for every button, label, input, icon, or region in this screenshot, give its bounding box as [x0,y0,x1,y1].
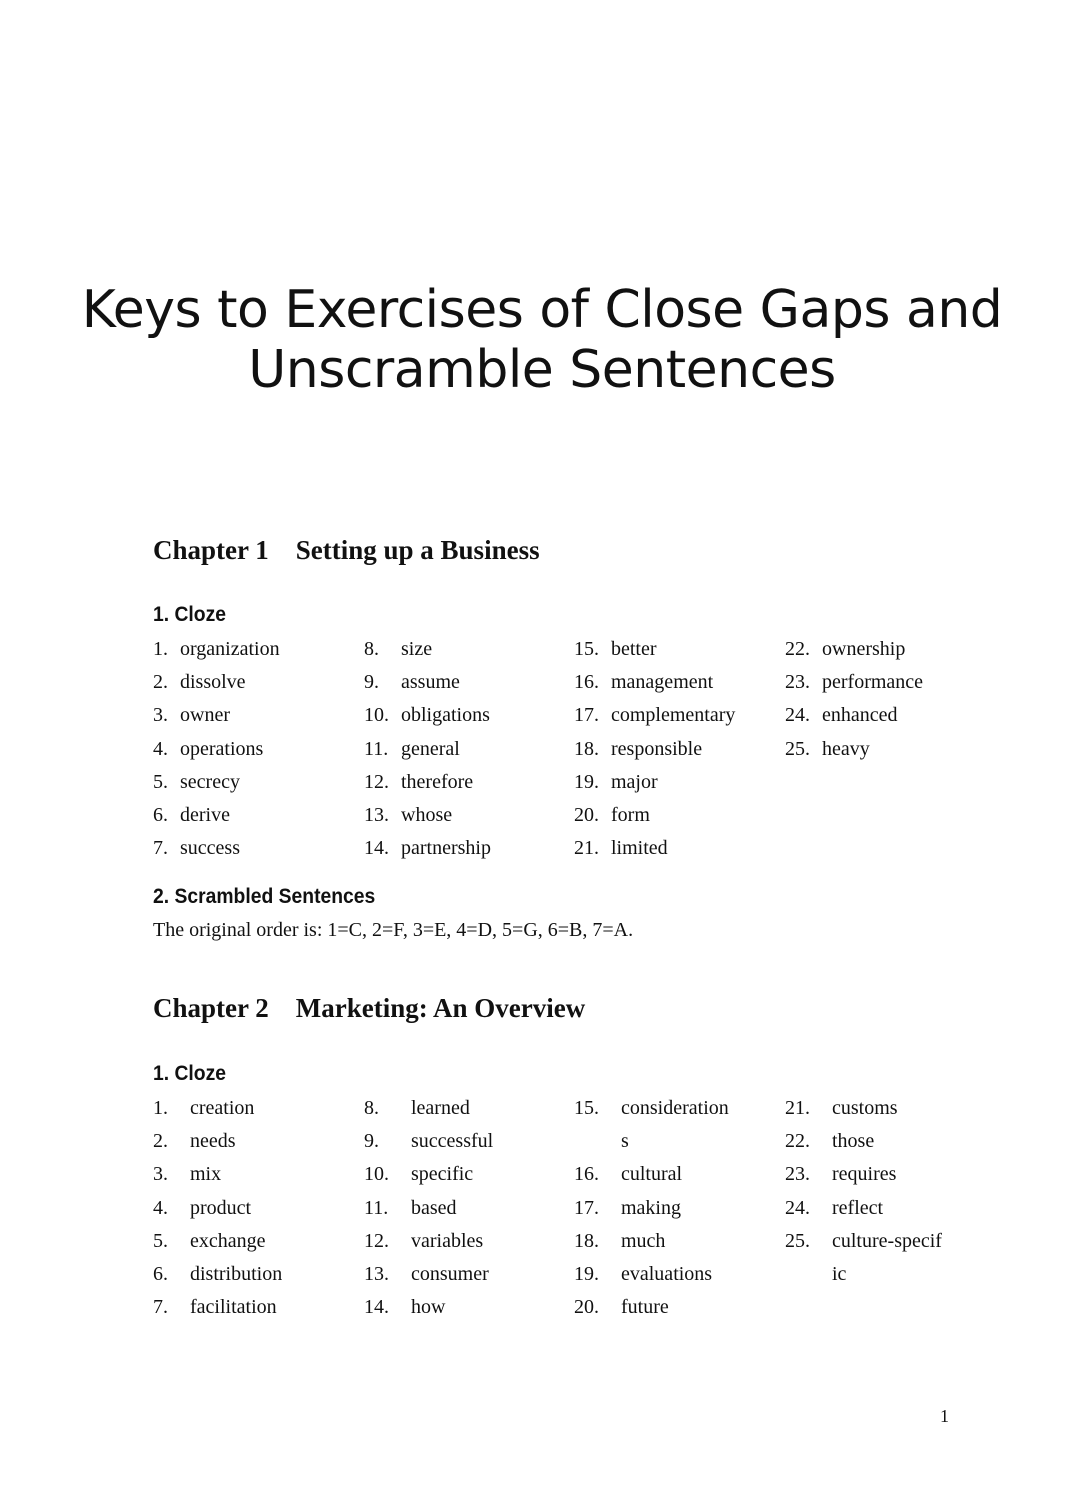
answer-number: 7. [153,837,168,860]
cloze-answer [364,633,432,666]
cloze-answer [364,766,473,799]
answer-number: 15. [574,1097,599,1119]
answer-word: requires [832,1163,897,1186]
answer-word: how [411,1296,446,1319]
cloze-answer [574,1158,682,1191]
cloze-answer [785,1258,846,1291]
answer-word: partnership [401,837,491,860]
answer-number: 8. [364,638,379,660]
answer-word: facilitation [190,1296,277,1319]
answer-word: ic [832,1263,847,1285]
cloze-answer [574,1291,669,1324]
cloze-answer [574,832,668,865]
answer-word: making [621,1196,681,1219]
answer-number: 13. [364,1263,389,1285]
answer-number: 9. [364,1130,379,1153]
answer-number: 12. [364,770,389,793]
answer-word: needs [190,1130,236,1153]
cloze-answer [574,1125,629,1158]
cloze-answer [153,799,230,832]
cloze-answer [153,699,230,732]
answer-word: customs [832,1097,898,1119]
cloze-answer [153,633,280,666]
chapter-1-cloze-heading: 1. Cloze [153,603,227,626]
cloze-answer [785,666,923,699]
cloze-answer [153,733,263,766]
answer-number: 12. [364,1229,389,1252]
answer-word: distribution [190,1263,283,1285]
answer-number: 2. [153,1130,168,1153]
answer-word: organization [180,638,280,660]
answer-word: better [611,638,657,660]
answer-number: 18. [574,737,599,760]
answer-number: 14. [364,837,389,860]
answer-word: learned [411,1097,470,1119]
answer-word: owner [180,704,230,727]
answer-number: 8. [364,1097,379,1119]
answer-number: 21. [574,837,599,860]
answer-word: major [611,770,658,793]
answer-word: derive [180,804,230,826]
cloze-answer [364,666,460,699]
answer-word: mix [190,1163,222,1186]
answer-word: future [621,1296,669,1319]
cloze-answer [153,1192,251,1225]
answer-word: success [180,837,240,860]
cloze-answer [574,1225,665,1258]
answer-number: 15. [574,638,599,660]
cloze-answer [153,1225,266,1258]
cloze-answer [574,699,735,732]
answer-number: 13. [364,804,389,826]
answer-word: cultural [621,1163,683,1186]
answer-word: complementary [611,704,736,727]
answer-word: heavy [822,737,870,760]
cloze-answer [153,1258,282,1291]
answer-number: 16. [574,671,599,694]
answer-number: 19. [574,1263,599,1285]
cloze-answer [364,1125,493,1158]
cloze-answer [364,1225,483,1258]
title-line-2: Unscramble Sentences [248,340,836,400]
answer-number: 4. [153,1196,168,1219]
answer-number: 23. [785,1163,810,1186]
cloze-answer [153,1158,221,1191]
answer-word: size [401,638,433,660]
page-number: 1 [940,1406,949,1426]
answer-word: product [190,1196,252,1219]
chapter-1-heading: Chapter 1 Setting up a Business [153,535,540,565]
answer-word: exchange [190,1229,266,1252]
answer-word: successful [411,1130,494,1153]
answer-number: 3. [153,1163,168,1186]
cloze-answer [153,1125,236,1158]
answer-word: responsible [611,737,703,760]
answer-number: 5. [153,770,168,793]
cloze-answer [153,1092,254,1125]
answer-number: 6. [153,1263,168,1285]
answer-number: 20. [574,1296,599,1319]
document-title [0,280,1084,400]
answer-number: 1. [153,638,168,660]
answer-word: variables [411,1229,484,1252]
answer-number: 25. [785,1229,810,1252]
answer-word: those [832,1130,875,1153]
answer-word: secrecy [180,770,240,793]
cloze-answer [364,733,460,766]
chapter-1-scrambled-answer: The original order is: 1=C, 2=F, 3=E, 4=D, 5=G, 6=B, 7=A. [153,919,634,941]
answer-word: consideration [621,1097,729,1119]
cloze-answer [364,1192,457,1225]
answer-word: much [621,1229,666,1252]
answer-word: evaluations [621,1263,713,1285]
cloze-answer [364,699,490,732]
cloze-answer [364,832,491,865]
answer-number: 19. [574,770,599,793]
cloze-answer [364,1291,445,1324]
chapter-1-scrambled-heading: 2. Scrambled Sentences [153,885,376,908]
answer-number: 9. [364,671,379,694]
answer-word: consumer [411,1263,489,1285]
answer-number: 7. [153,1296,168,1319]
cloze-answer [785,1125,874,1158]
answer-number: 5. [153,1229,168,1252]
answer-word: obligations [401,704,490,727]
cloze-answer [785,633,905,666]
answer-number: 4. [153,737,168,760]
cloze-answer [785,1092,898,1125]
answer-word: operations [180,737,264,760]
answer-word: ownership [822,638,906,660]
cloze-answer [364,1258,489,1291]
answer-number: 10. [364,1163,389,1186]
answer-number: 1. [153,1097,168,1119]
cloze-answer [364,1158,473,1191]
cloze-answer [574,733,702,766]
answer-word: reflect [832,1196,884,1219]
cloze-answer [153,766,240,799]
answer-number: 20. [574,804,599,826]
answer-word: creation [190,1097,255,1119]
answer-word: dissolve [180,671,246,694]
chapter-2-cloze-heading: 1. Cloze [153,1062,227,1085]
answer-word: whose [401,804,453,826]
cloze-answer [785,1192,883,1225]
answer-number: 24. [785,704,810,727]
cloze-answer [574,633,657,666]
cloze-answer [785,1225,942,1258]
answer-number: 11. [364,1196,389,1219]
answer-word: s [621,1130,629,1153]
answer-number: 17. [574,704,599,727]
cloze-answer [364,1092,470,1125]
cloze-answer [574,766,658,799]
answer-word: specific [411,1163,474,1186]
cloze-answer [153,1291,277,1324]
answer-number: 18. [574,1229,599,1252]
cloze-answer [574,1092,729,1125]
answer-word: management [611,671,714,694]
answer-number: 22. [785,1130,810,1153]
cloze-answer [574,1192,681,1225]
cloze-answer [785,699,898,732]
answer-number: 25. [785,737,810,760]
answer-number: 2. [153,671,168,694]
cloze-answer [574,1258,712,1291]
cloze-answer [153,666,246,699]
cloze-answer [574,666,713,699]
answer-number: 6. [153,804,168,826]
answer-word: performance [822,671,924,694]
answer-number: 24. [785,1196,810,1219]
cloze-answer [153,832,240,865]
answer-word: general [401,737,460,760]
answer-word: enhanced [822,704,898,727]
answer-number: 22. [785,638,810,660]
answer-number: 21. [785,1097,810,1119]
answer-number: 10. [364,704,389,727]
title-line-1: Keys to Exercises of Close Gaps and [81,280,1003,340]
answer-word: limited [611,837,668,860]
cloze-answer [364,799,452,832]
answer-word: therefore [401,770,474,793]
answer-number: 3. [153,704,168,727]
cloze-answer [785,733,870,766]
answer-number: 14. [364,1296,389,1319]
answer-word: assume [401,671,460,694]
answer-number: 17. [574,1196,599,1219]
answer-number: 23. [785,671,810,694]
answer-word: form [611,804,650,826]
chapter-2-heading: Chapter 2 Marketing: An Overview [153,993,586,1023]
answer-word: culture-specif [832,1229,942,1252]
cloze-answer [785,1158,896,1191]
answer-number: 11. [364,737,389,760]
cloze-answer [574,799,650,832]
answer-word: based [411,1196,457,1219]
answer-number: 16. [574,1163,599,1186]
